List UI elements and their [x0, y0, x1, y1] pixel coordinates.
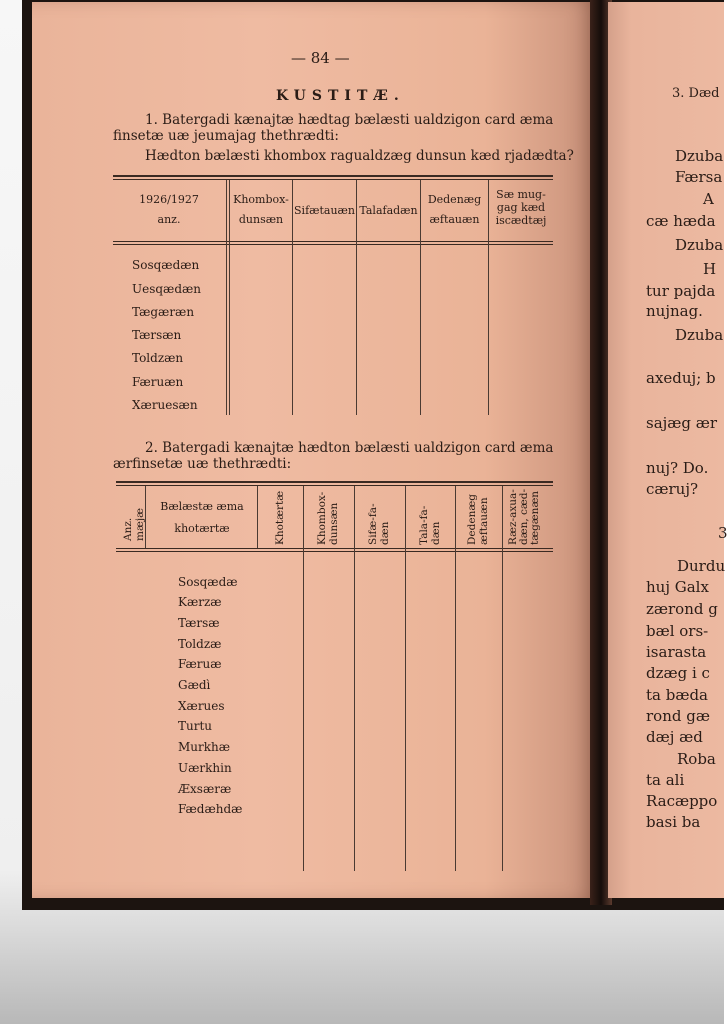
right-page-line: Roba: [677, 750, 716, 768]
table2-row: Fædæhdæ: [178, 802, 243, 816]
table2-row: Xærues: [178, 699, 225, 713]
right-page-line: zærond g: [646, 600, 718, 618]
table2-row: Gædì: [178, 678, 211, 692]
table2-row: Uærkhin: [178, 761, 232, 775]
right-page-line: cæruj?: [646, 480, 699, 498]
right-page-line: rond gæ: [646, 707, 710, 725]
question2-line2: ærfinsetæ uæ thethrædti:: [113, 456, 292, 472]
table1-header-year: 1926/1927 anz.: [139, 193, 199, 226]
right-page-line: nuj? Do.: [646, 459, 709, 477]
table2-header-anz: Anz. mæjæ: [122, 508, 146, 541]
right-page-line: ta ali: [646, 771, 685, 789]
table2-header-dedenaeg: Dedenæg æftauæn: [466, 494, 490, 545]
table2-row: Færuæ: [178, 657, 222, 671]
table1-header-sifae: Sifætauæn: [294, 204, 355, 217]
table2-header-baelaestae: Bælæstæ æma khotærtæ: [160, 500, 244, 535]
table2-row: Kærzæ: [178, 595, 222, 609]
right-page-line: Færsa: [675, 168, 723, 186]
table2-row: Turtu: [178, 719, 213, 733]
page-number: — 84 —: [291, 49, 350, 67]
table2-header-sifae: Sifæ-fa- dæn: [367, 503, 391, 545]
right-page-line: 3. Dæd: [672, 86, 720, 101]
right-page-line: bæl ors-: [646, 622, 709, 640]
question1-line1: 1. Batergadi kænajtæ hædtag bælæsti ualdzigon card æma: [145, 112, 554, 128]
section-heading: KUSTITÆ.: [276, 88, 405, 104]
table2-row: Toldzæ: [178, 637, 222, 651]
right-page-line: Racæppo: [646, 792, 718, 810]
table2-header-raez: Ræz-axua- dæn, cæd- tægænæn: [507, 488, 541, 545]
table1-row: Sosqædæn: [132, 258, 200, 272]
question1-line2: finsetæ uæ jeumajag thethrædti:: [113, 128, 339, 144]
table1-row: Færuæn: [132, 375, 184, 389]
question1-line3: Hædton bælæsti khombox ragualdzæg dunsun kæd rjadædta?: [145, 148, 574, 164]
table1-row: Xæruesæn: [132, 398, 198, 412]
right-page-line: Dzuba: [675, 147, 724, 165]
right-page-line: ta bæda: [646, 686, 708, 704]
right-page-line: axeduj; b: [646, 369, 716, 387]
table2-row: Tærsæ: [178, 616, 220, 630]
table1-row: Uesqædæn: [132, 282, 202, 296]
right-page-line: H: [703, 260, 717, 278]
right-page-line: cæ hæda: [646, 212, 716, 230]
right-page-line: dzæg i c: [646, 664, 710, 682]
right-page-line: Durdu: [677, 557, 726, 575]
table1-header-dedenaeg: Dedenæg æftauæn: [427, 193, 482, 226]
right-page-line: huj Galx: [646, 578, 709, 596]
right-page-line: basi ba: [646, 813, 701, 831]
right-page-line: sajæg ær: [646, 414, 718, 432]
table2-row: Sosqædæ: [178, 575, 238, 589]
table1-header-tala: Talafadæn: [359, 204, 418, 217]
right-page-line: Dzuba: [675, 236, 724, 254]
question2-line1: 2. Batergadi kænajtæ hædton bælæsti ualdzigon card æma: [145, 440, 554, 456]
table2-header-tala: Tala-fa- dæn: [418, 505, 442, 545]
right-page-line: isarasta: [646, 643, 707, 661]
table1-row: Tægæræn: [132, 305, 195, 319]
table2-header-khombox: Khombox- dunsæn: [316, 491, 340, 545]
right-page-line: tur pajda: [646, 282, 716, 300]
table2-header-khotaertae: Khotærtæ: [274, 490, 286, 545]
table2-row: Murkhæ: [178, 740, 231, 754]
right-page-line: dæj æd: [646, 728, 703, 746]
table1-row: Toldzæn: [132, 351, 184, 365]
table2-row: Æxsæræ: [178, 782, 232, 796]
right-page-line: A: [703, 190, 714, 208]
right-page-line: Dzuba: [675, 326, 724, 344]
right-page-line: nujnag.: [646, 302, 703, 320]
table1-row: Tærsæn: [132, 328, 182, 342]
right-page-line: 3: [718, 524, 728, 542]
table1-header-sae: Sæ mug- gag kæd iscædtæj: [495, 188, 547, 227]
table1-header-khombox: Khombox- dunsæn: [233, 193, 289, 226]
